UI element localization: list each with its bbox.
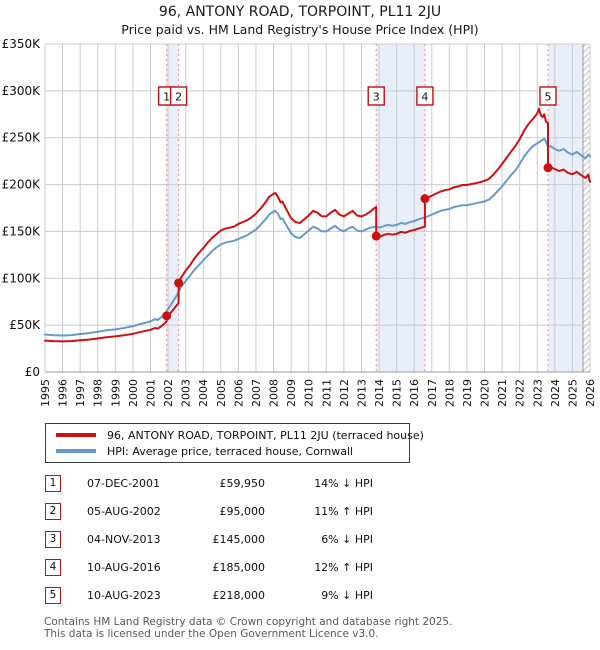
y-axis-tick-label: £100K [1, 271, 40, 286]
x-axis-tick-label: 2014 [373, 379, 387, 407]
page-subtitle: Price paid vs. HM Land Registry's House Price Index (HPI) [121, 22, 479, 37]
sale-date: 05-AUG-2002 [87, 505, 161, 518]
price-paid-line [45, 109, 590, 342]
sale-number-label: 4 [421, 90, 429, 104]
sale-number-badge: 4 [45, 559, 61, 576]
sale-vs-hpi: 11% ↑ HPI [314, 505, 373, 518]
license-line-1: Contains HM Land Registry data © Crown copyright and database right 2025. [44, 616, 453, 628]
license-line-2: This data is licensed under the Open Government Licence v3.0. [44, 627, 379, 640]
x-axis-tick-label: 2023 [531, 379, 545, 407]
sales-table [45, 475, 385, 620]
y-axis-tick-label: £250K [1, 130, 40, 145]
table-row [45, 503, 385, 531]
x-axis-tick-label: 2012 [337, 379, 351, 407]
y-axis-tick-label: £350K [1, 37, 40, 51]
sale-number-label: 5 [544, 90, 552, 104]
sale-markers [159, 87, 556, 320]
y-axis-tick-label: £200K [1, 177, 40, 192]
table-row [45, 587, 385, 615]
sale-vs-hpi: 9% ↓ HPI [321, 589, 373, 602]
y-axis-tick-label: £50K [9, 318, 40, 333]
x-axis-tick-label: 2006 [232, 379, 246, 407]
x-axis-tick-label: 2005 [214, 379, 228, 407]
hpi-line [45, 139, 590, 336]
x-axis-tick-label: 2016 [408, 379, 422, 407]
x-axis-tick-label: 1995 [39, 379, 52, 407]
x-axis-tick-label: 2026 [584, 379, 597, 407]
sale-price: £145,000 [212, 533, 265, 546]
hpi-line-swatch [56, 449, 96, 453]
legend-label: 96, ANTONY ROAD, TORPOINT, PL11 2JU (terraced house) [107, 428, 424, 442]
sale-date: 07-DEC-2001 [87, 477, 161, 490]
sale-date: 04-NOV-2013 [87, 533, 161, 546]
x-axis-tick-label: 2019 [460, 379, 474, 407]
x-axis-tick-label: 2011 [320, 379, 334, 407]
sale-price: £59,950 [219, 477, 265, 490]
x-axis-tick-label: 2002 [162, 379, 176, 407]
x-axis-tick-label: 1998 [91, 379, 105, 407]
sale-point-dot [420, 194, 429, 203]
y-axis-tick-label: £150K [1, 224, 40, 239]
sale-date-lines [167, 44, 548, 372]
x-axis-tick-label: 2003 [179, 379, 193, 407]
x-axis-tick-label: 2015 [390, 379, 404, 407]
sale-point-dot [174, 278, 183, 287]
page-title: 96, ANTONY ROAD, TORPOINT, PL11 2JU [158, 4, 442, 20]
x-axis-tick-label: 1996 [56, 379, 70, 407]
future-hatch-zone [583, 44, 590, 372]
x-axis-tick-label: 2025 [566, 379, 580, 407]
license-note [44, 617, 452, 640]
sale-number-badge: 5 [45, 587, 61, 604]
x-axis-tick-label: 2021 [496, 379, 510, 408]
x-axis-tick-label: 2004 [197, 379, 211, 407]
x-axis-tick-label: 1997 [74, 379, 88, 407]
x-axis-tick-label: 2009 [285, 379, 299, 407]
x-axis-tick-label: 2007 [249, 379, 263, 407]
legend-item-price-paid [51, 427, 424, 443]
legend-item-hpi [51, 443, 404, 459]
x-axis-tick-label: 2013 [355, 379, 369, 407]
y-axis-tick-label: £0 [24, 365, 40, 379]
sale-vs-hpi: 12% ↑ HPI [314, 561, 373, 574]
sale-number-label: 2 [175, 90, 183, 104]
x-axis-tick-label: 2018 [443, 379, 457, 407]
sale-vs-hpi: 6% ↓ HPI [321, 533, 373, 546]
sale-number-badge: 1 [45, 475, 61, 492]
x-axis-tick-label: 2020 [478, 378, 492, 407]
sale-point-dot [372, 232, 381, 241]
sale-vs-hpi: 14% ↓ HPI [314, 477, 373, 490]
x-axis-tick-label: 2000 [126, 379, 140, 407]
x-axis-tick-label: 2001 [144, 379, 158, 407]
x-axis-tick-label: 2024 [548, 379, 562, 407]
sale-date: 10-AUG-2016 [87, 561, 161, 574]
y-axis-tick-label: £300K [1, 83, 40, 98]
x-axis-tick-label: 2017 [425, 379, 439, 407]
sale-number-badge: 2 [45, 503, 61, 520]
sale-price: £95,000 [219, 505, 265, 518]
table-row [45, 531, 385, 559]
x-axis-tick-label: 2008 [267, 379, 281, 407]
legend-label: HPI: Average price, terraced house, Cornwall [107, 444, 354, 458]
x-axis-tick-label: 2010 [302, 379, 316, 407]
sale-price: £185,000 [212, 561, 265, 574]
sale-date: 10-AUG-2023 [87, 589, 161, 602]
price-paid-line-swatch [56, 433, 96, 437]
sale-point-dot [162, 311, 171, 320]
x-axis-tick-label: 2022 [513, 379, 527, 407]
sale-number-label: 1 [163, 90, 171, 104]
chart-legend [45, 423, 424, 463]
sale-price: £218,000 [212, 589, 265, 602]
sale-number-badge: 3 [45, 531, 61, 548]
grid-layer [45, 44, 590, 372]
x-axis-tick-label: 1999 [109, 379, 123, 407]
table-row [45, 559, 385, 587]
table-row [45, 475, 385, 503]
sale-number-label: 3 [372, 90, 380, 104]
sale-point-dot [543, 163, 552, 172]
